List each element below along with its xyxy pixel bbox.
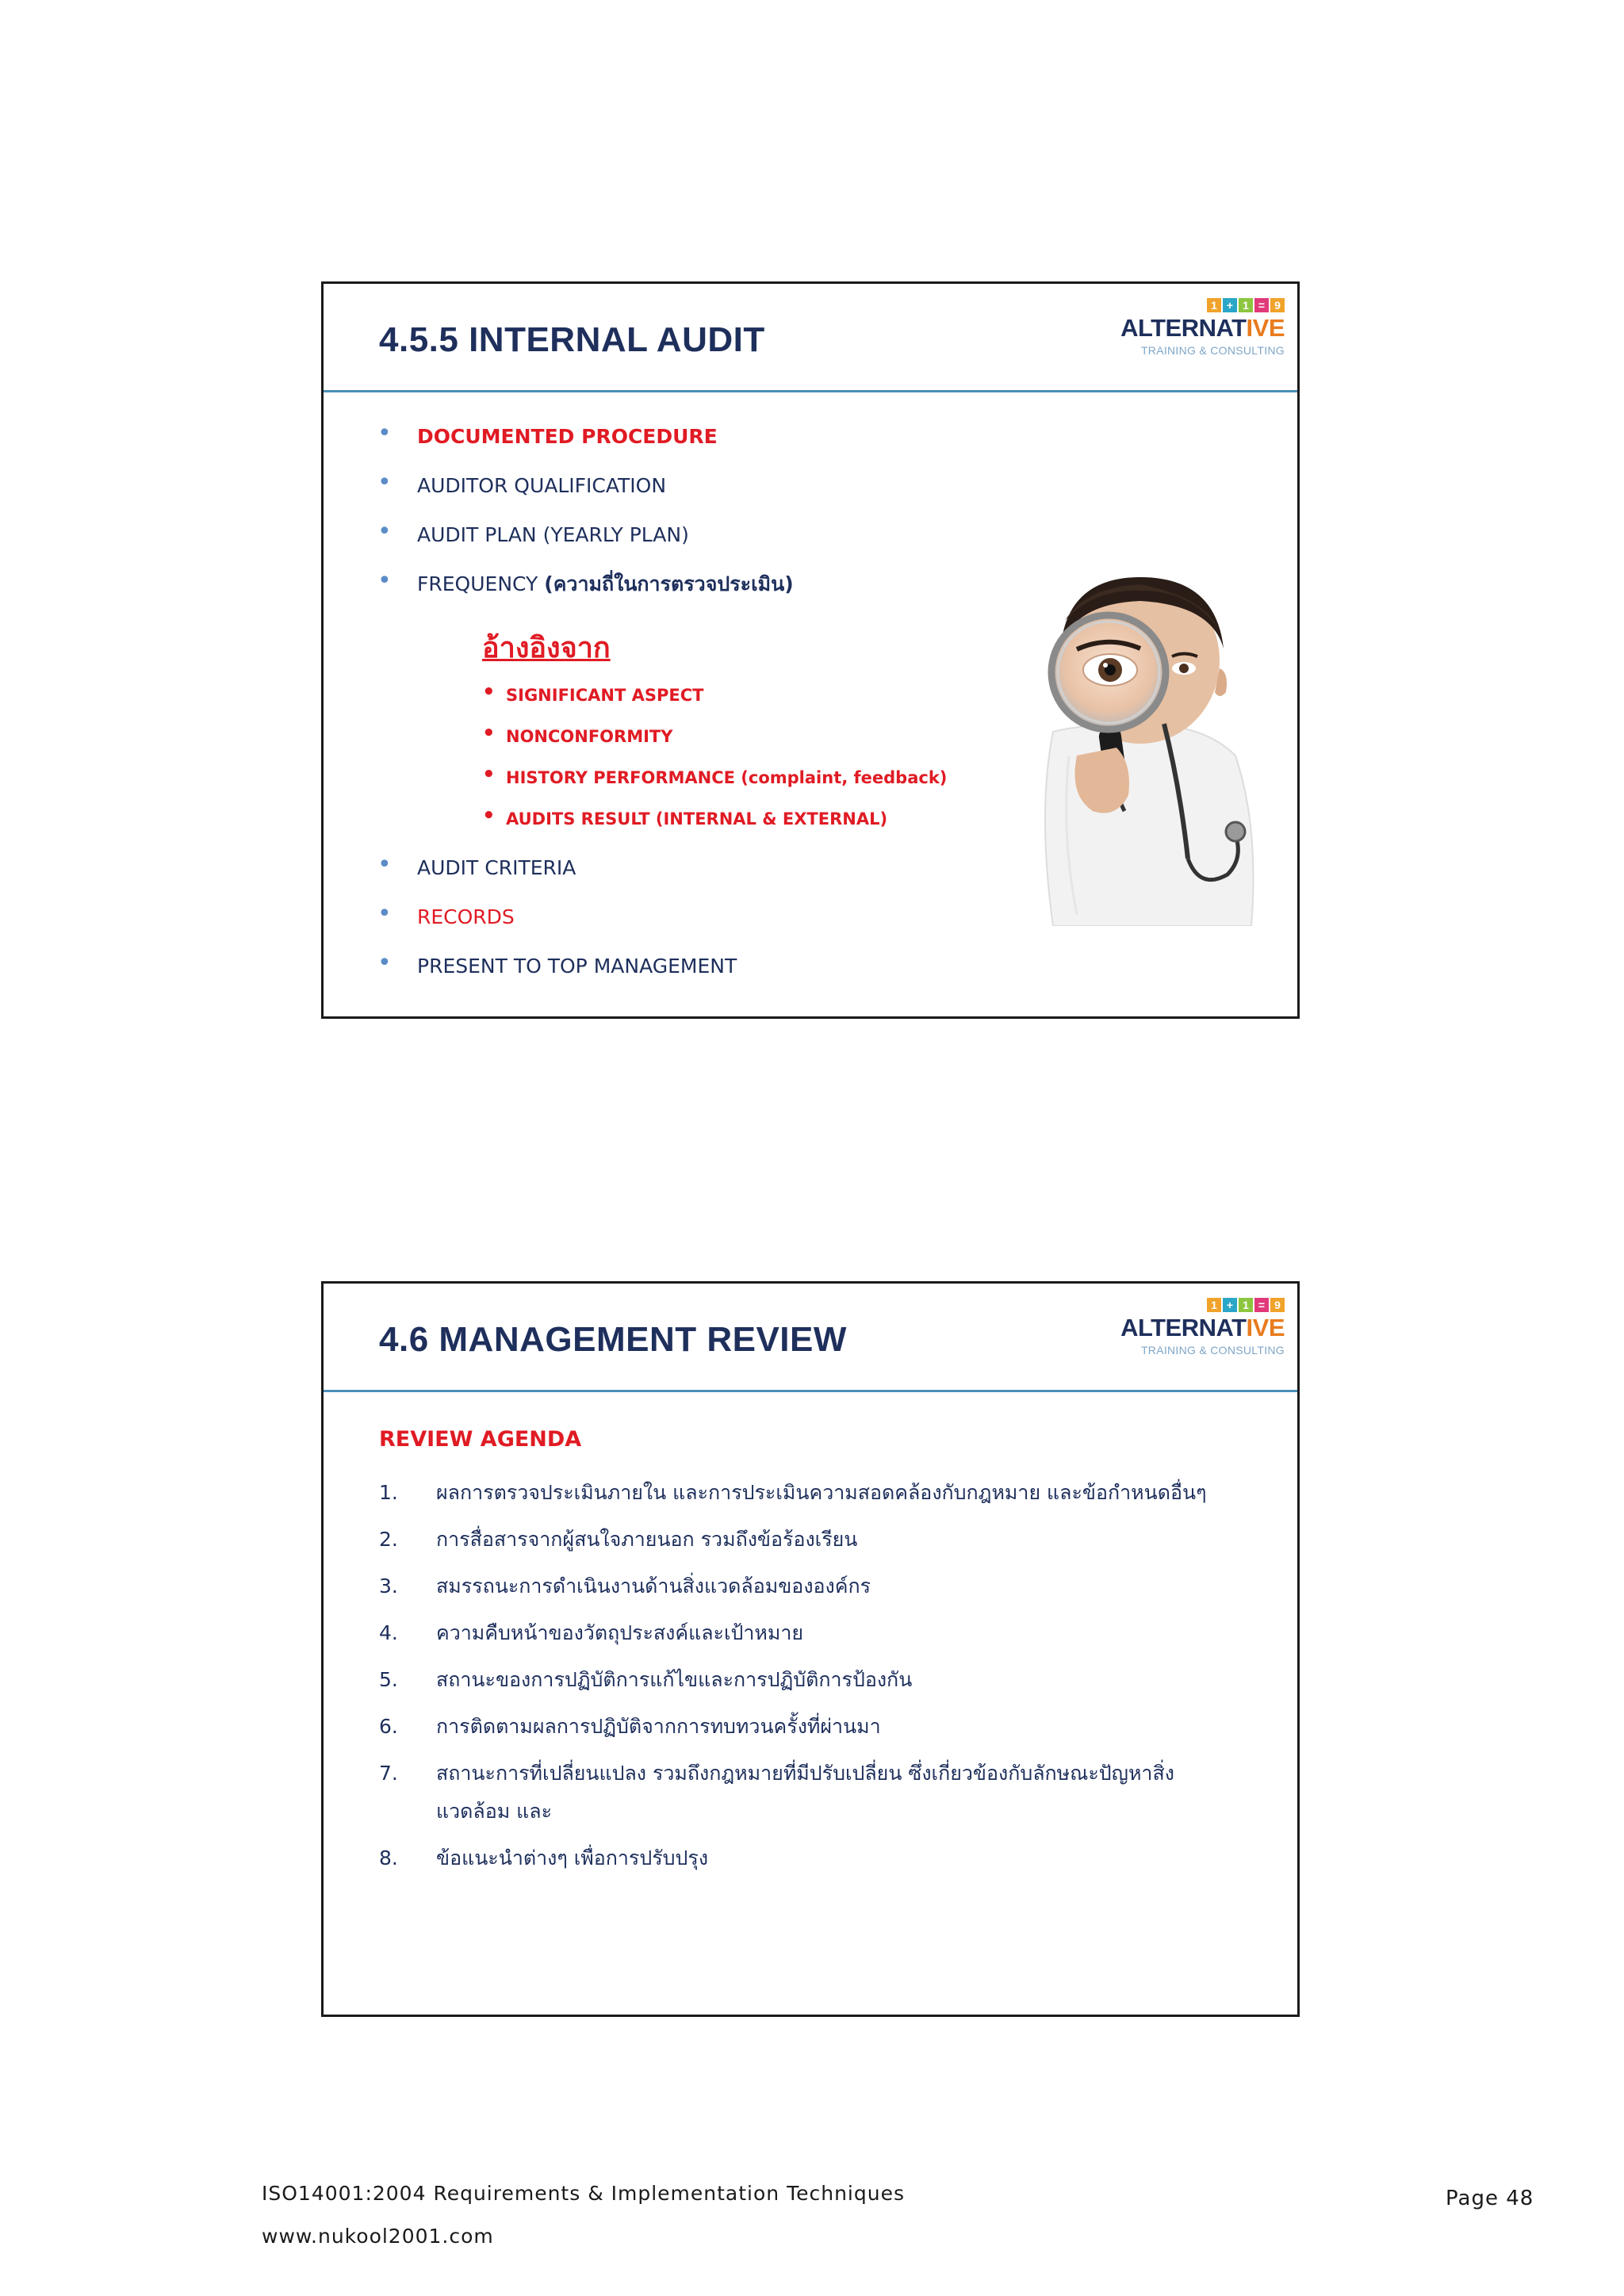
list-item: [377, 567, 794, 620]
list-item: [377, 469, 794, 522]
logo-box: 9: [1270, 1298, 1285, 1312]
agenda-heading: REVIEW AGENDA: [379, 1427, 582, 1452]
logo-number-boxes: [1207, 1298, 1285, 1314]
list-item: [379, 1614, 1220, 1652]
logo-word-accent: IVE: [1246, 314, 1285, 342]
item-number: 2.: [379, 1528, 398, 1551]
bullet-icon: •: [482, 804, 496, 828]
bullet-text: AUDITOR QUALIFICATION: [417, 474, 667, 497]
reference-heading: อ้างอิงจาก: [482, 632, 611, 664]
list-item: [482, 721, 947, 767]
bullet-icon: •: [377, 900, 392, 928]
slide-title: 4.6 MANAGEMENT REVIEW: [379, 1320, 847, 1359]
list-item: [377, 851, 737, 904]
item-text: สมรรถนะการดำเนินงานด้านสิ่งแวดล้อมขององค์กร: [436, 1575, 871, 1598]
logo-word-main: ALTERNAT: [1120, 314, 1247, 342]
reference-list: [482, 680, 948, 849]
bullet-icon: •: [377, 419, 392, 447]
item-text: การสื่อสารจากผู้สนใจภายนอก รวมถึงข้อร้องเรียน: [436, 1528, 858, 1551]
bullet-text: RECORDS: [417, 905, 515, 928]
logo-wordmark: [1120, 1314, 1285, 1342]
bullet-text: AUDIT PLAN (YEARLY PLAN): [417, 523, 689, 546]
logo-word-accent: IVE: [1246, 1314, 1285, 1341]
list-item: [379, 1708, 1220, 1746]
audit-bullet-list: [377, 419, 794, 620]
logo-word-main: ALTERNAT: [1120, 1314, 1247, 1341]
item-text: สถานะการที่เปลี่ยนแปลง รวมถึงกฎหมายที่มีปรับเปลี่ยน ซึ่งเกี่ยวข้องกับลักษณะปัญหาสิ่งแวดล้อม และ: [436, 1762, 1174, 1823]
logo-box: =: [1254, 298, 1269, 312]
item-number: 3.: [379, 1575, 398, 1598]
bullet-thai-text: (ความถี่ในการตรวจประเมิน): [544, 572, 794, 595]
logo-box: 9: [1270, 298, 1285, 312]
item-number: 6.: [379, 1715, 398, 1738]
list-item: [379, 1474, 1220, 1512]
bullet-text: FREQUENCY: [417, 572, 545, 595]
bullet-icon: •: [377, 567, 392, 595]
slide-management-review: [321, 1281, 1300, 2017]
page-number: Page 48: [1446, 2187, 1534, 2210]
bullet-text: PRESENT TO TOP MANAGEMENT: [417, 955, 737, 978]
reference-text: HISTORY PERFORMANCE (complaint, feedback): [506, 768, 948, 787]
list-item: [482, 763, 948, 808]
logo-box: =: [1254, 1298, 1269, 1312]
logo-box: 1: [1207, 298, 1221, 312]
item-text: ความคืบหน้าของวัตถุประสงค์และเป้าหมาย: [436, 1621, 804, 1644]
agenda-list: [379, 1474, 1220, 1886]
item-number: 8.: [379, 1846, 398, 1869]
list-item: [379, 1839, 1220, 1877]
list-item: [379, 1661, 1220, 1699]
reference-text: AUDITS RESULT (INTERNAL & EXTERNAL): [506, 809, 888, 828]
item-number: 1.: [379, 1481, 398, 1504]
item-text: การติดตามผลการปฏิบัติจากการทบทวนครั้งที่ผ่านมา: [436, 1715, 881, 1738]
footer-document-title: ISO14001:2004 Requirements & Implementation Techniques: [262, 2182, 905, 2205]
slide-internal-audit: [321, 281, 1300, 1019]
item-text: ข้อแนะนำต่างๆ เพื่อการปรับปรุง: [436, 1846, 709, 1869]
doctor-magnifier-illustration: [1021, 573, 1259, 926]
bullet-icon: •: [482, 721, 496, 745]
bullet-text: AUDIT CRITERIA: [417, 856, 576, 879]
list-item: [379, 1521, 1220, 1559]
slide-title: 4.5.5 INTERNAL AUDIT: [379, 320, 765, 359]
logo-tagline: TRAINING & CONSULTING: [1140, 344, 1285, 357]
logo-box: 1: [1207, 1298, 1221, 1312]
footer-info: [262, 2172, 905, 2258]
list-item: [379, 1567, 1220, 1605]
item-number: 4.: [379, 1621, 398, 1644]
list-item: [482, 680, 947, 725]
list-item: [377, 949, 737, 1002]
bullet-icon: •: [482, 680, 496, 704]
logo-box: 1: [1239, 1298, 1253, 1312]
item-text: ผลการตรวจประเมินภายใน และการประเมินความสอดคล้องกับกฎหมาย และข้อกำหนดอื่นๆ: [436, 1481, 1207, 1504]
logo-tagline: TRAINING & CONSULTING: [1140, 1344, 1285, 1357]
bullet-text: DOCUMENTED PROCEDURE: [417, 425, 718, 448]
reference-text: NONCONFORMITY: [506, 727, 673, 746]
reference-block: [482, 625, 947, 849]
bullet-icon: •: [377, 949, 392, 977]
title-divider: [324, 1390, 1297, 1392]
bullet-icon: •: [377, 851, 392, 878]
list-item: [377, 518, 794, 571]
logo-box: +: [1223, 298, 1237, 312]
list-item: [482, 804, 947, 849]
list-item: [377, 419, 794, 473]
logo-box: 1: [1239, 298, 1253, 312]
item-text: สถานะของการปฏิบัติการแก้ไขและการปฏิบัติการป้องกัน: [436, 1668, 913, 1691]
list-item: [377, 900, 737, 953]
item-number: 7.: [379, 1762, 398, 1785]
alternative-logo: [1120, 298, 1285, 362]
bullet-icon: •: [482, 763, 496, 786]
item-number: 5.: [379, 1668, 398, 1691]
logo-wordmark: [1120, 314, 1285, 342]
footer-website-link[interactable]: www.nukool2001.com: [262, 2225, 494, 2248]
reference-text: SIGNIFICANT ASPECT: [506, 686, 704, 705]
bullet-icon: •: [377, 469, 392, 496]
audit-bullet-list-continued: [377, 851, 737, 1002]
list-item: [379, 1755, 1220, 1831]
bullet-icon: •: [377, 518, 392, 545]
logo-box: +: [1223, 1298, 1237, 1312]
title-divider: [324, 390, 1297, 392]
logo-number-boxes: [1207, 298, 1285, 314]
alternative-logo: [1120, 1298, 1285, 1361]
